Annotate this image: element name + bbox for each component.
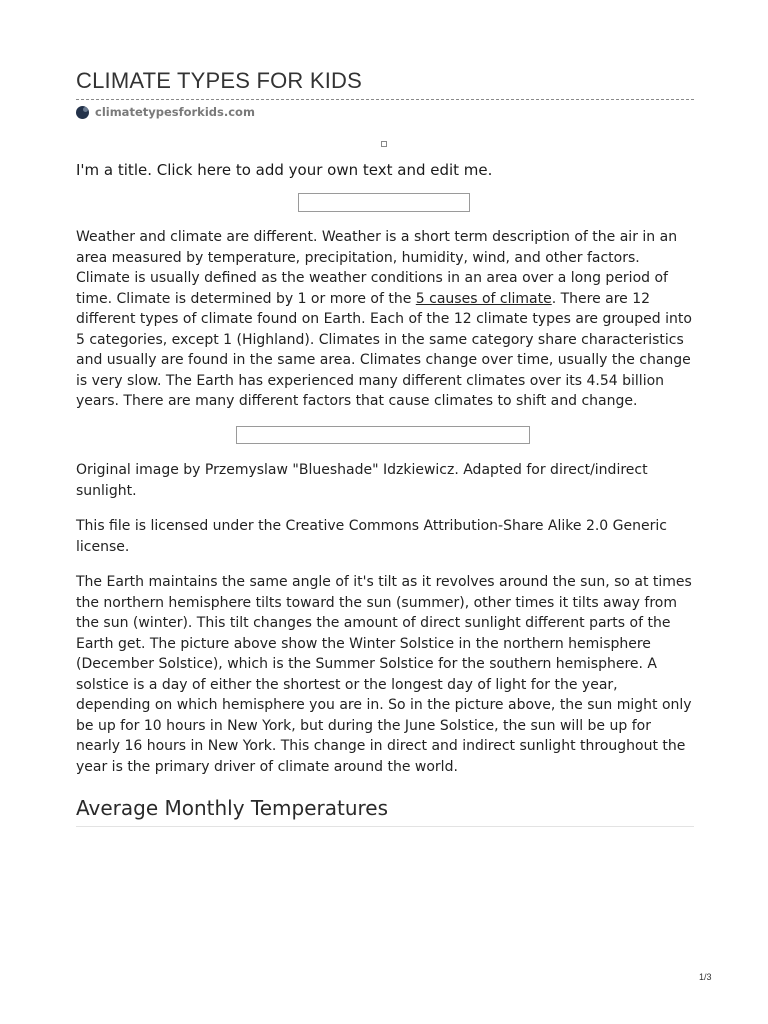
image-credit-text: Original image by Przemyslaw "Blueshade" Idzkiewicz. Adapted for direct/indirect sunlight. [76, 462, 648, 499]
image-placeholder-1 [298, 193, 470, 212]
image-placeholder-2 [236, 426, 530, 444]
title-divider [76, 99, 694, 100]
intro-paragraph [76, 227, 694, 412]
source-line [76, 105, 255, 119]
causes-of-climate-link[interactable]: 5 causes of climate [415, 290, 552, 307]
source-domain: climatetypesforkids.com [95, 105, 255, 119]
page-number: 1/3 [699, 972, 712, 982]
section-heading: Average Monthly Temperatures [76, 796, 389, 820]
broken-image-icon [381, 141, 387, 147]
intro-text-part1: Weather and climate are different. Weather is a short term description of the air in an area measured by temperature, precipitation, humidity, wind, and other factors. Climate is usually defined as the weather conditions in an area over a long period of time. Climate is determined by 1 or more of the [76, 229, 678, 307]
tilt-paragraph: The Earth maintains the same angle of it's tilt as it revolves around the sun, so at times the northern hemisphere tilts toward the sun (summer), other times it tilts away from the sun (winter). This tilt changes the amount of direct sunlight different parts of the Earth get. The picture above show the Winter Solstice in the northern hemisphere (December Solstice), which is the Summer Solstice for the southern hemisphere. A solstice is a day of either the shortest or the longest day of light for the year, depending on which hemisphere you are in. So in the picture above, the sun might only be up for 10 hours in New York, but during the June Solstice, the sun will be up for nearly 16 hours in New York. This change in direct and indirect sunlight throughout the year is the primary driver of climate around the world. [76, 574, 692, 775]
page-title: CLIMATE TYPES FOR KIDS [76, 68, 362, 93]
section-divider [76, 826, 694, 827]
placeholder-title: I'm a title. Click here to add your own text and edit me. [76, 161, 493, 179]
intro-text-part2: . There are 12 different types of climate found on Earth. Each of the 12 climate types are grouped into 5 categories, except 1 (Highland). Climates in the same category share characteristics and usually are found in the same area. Climates change over time, usually the change is very slow. The Earth has experienced many different climates over its 4.54 billion years. There are many different factors that cause climates to shift and change. [76, 290, 692, 409]
license-text: This file is licensed under the Creative Commons Attribution-Share Alike 2.0 Generic license. [76, 518, 667, 555]
globe-favicon-icon [76, 106, 89, 119]
